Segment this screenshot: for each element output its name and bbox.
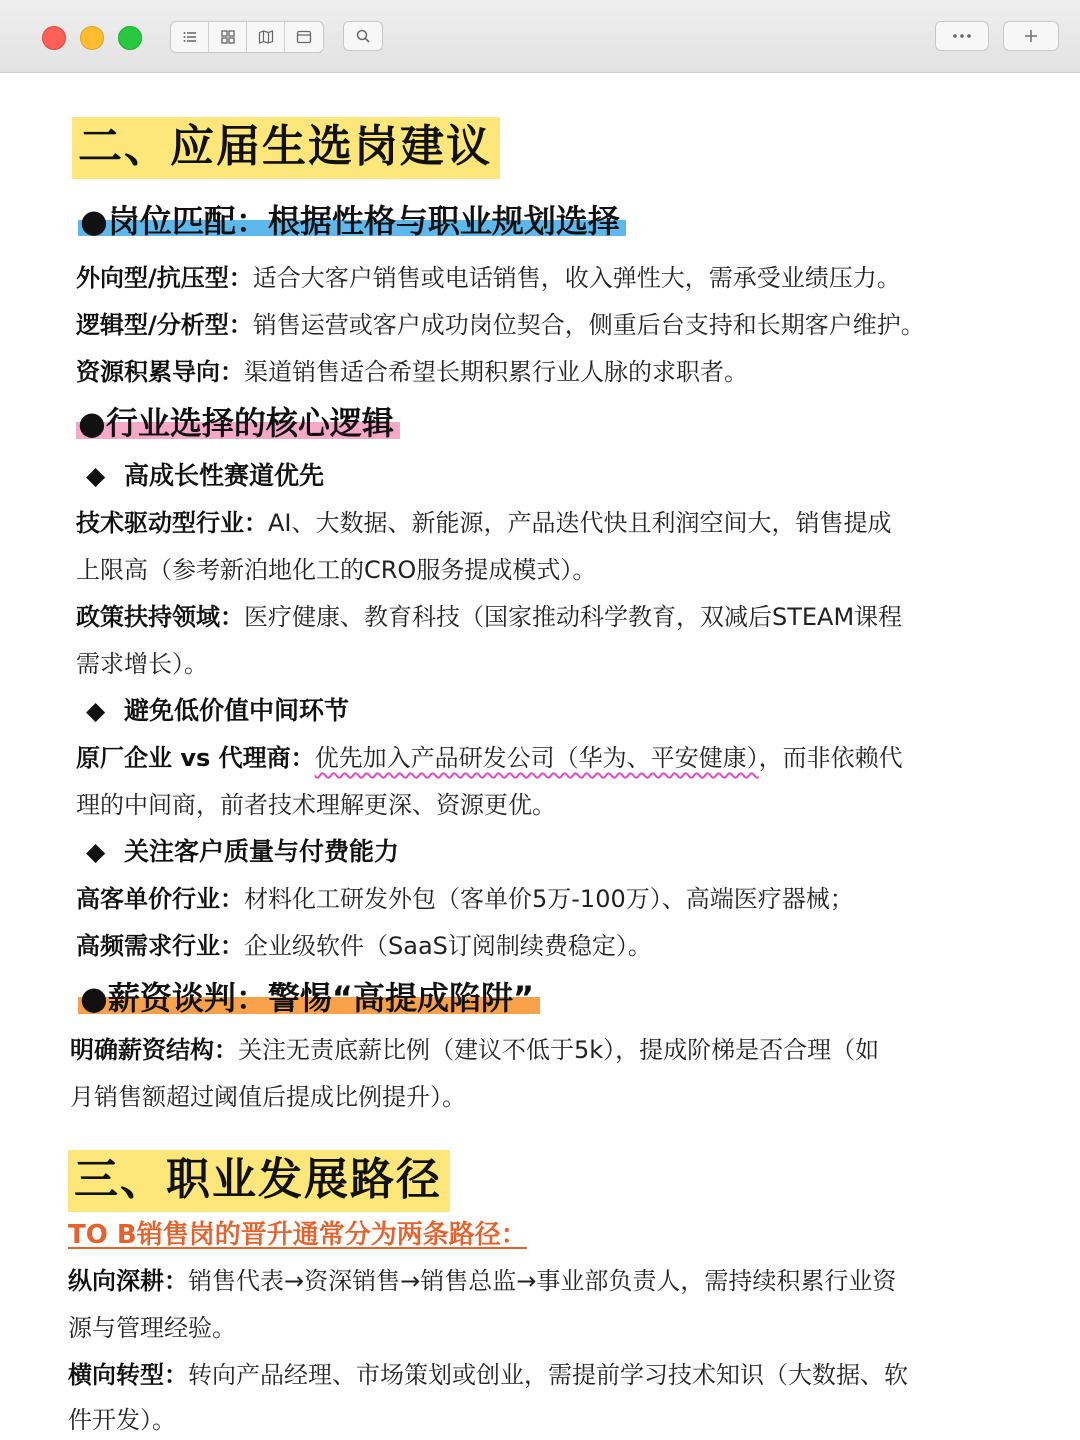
item-text: 材料化工研发外包（客单价5万-100万）、高端医疗器械； <box>244 885 854 913</box>
subheading-job-match: ●岗位匹配：根据性格与职业规划选择 <box>78 201 626 241</box>
more-button[interactable] <box>935 21 989 51</box>
item-text: 渠道销售适合希望长期积累行业人脉的求职者。 <box>244 358 748 386</box>
list-item <box>76 262 901 294</box>
paragraph-line: 源与管理经验。 <box>68 1314 236 1342</box>
add-button[interactable] <box>1003 21 1059 51</box>
item-text: 转向产品经理、市场策划或创业，需提前学习技术知识（大数据、软 <box>188 1361 908 1389</box>
window-toolbar <box>0 0 1080 73</box>
plus-icon <box>1023 28 1039 44</box>
view-mode-group <box>170 21 324 53</box>
section-title-2: 二、应届生选岗建议 <box>72 117 500 179</box>
list-view-button[interactable] <box>171 22 209 52</box>
item-text: 关注无责底薪比例（建议不低于5k），提成阶梯是否合理（如 <box>238 1036 880 1064</box>
bullet-heading <box>86 460 324 492</box>
bullet-text: 关注客户质量与付费能力 <box>124 837 400 866</box>
search-icon <box>355 28 371 44</box>
search-button[interactable] <box>343 21 383 51</box>
list-item <box>76 356 748 388</box>
item-text: 适合大客户销售或电话销售，收入弹性大，需承受业绩压力。 <box>252 264 901 292</box>
diamond-bullet-icon: ◆ <box>86 461 106 490</box>
bullet-text: 避免低价值中间环节 <box>124 696 350 725</box>
paragraph-line <box>68 1359 908 1391</box>
paragraph-line: 理的中间商，前者技术理解更深、资源更优。 <box>76 791 556 819</box>
window-view-button[interactable] <box>285 22 323 52</box>
paragraph-line <box>76 601 902 633</box>
item-text: 企业级软件（SaaS订阅制续费稳定）。 <box>244 932 652 960</box>
item-label: 政策扶持领域： <box>76 603 244 631</box>
zoom-window-button[interactable] <box>118 26 142 50</box>
item-label: 明确薪资结构： <box>70 1036 238 1064</box>
paragraph-line <box>76 930 652 962</box>
paragraph-line: 需求增长）。 <box>76 650 208 678</box>
paragraph-line <box>76 883 854 915</box>
paragraph-line: 上限高（参考新泊地化工的CRO服务提成模式）。 <box>76 556 597 584</box>
paragraph-line <box>76 507 892 539</box>
item-text: 医疗健康、教育科技（国家推动科学教育，双减后STEAM课程 <box>244 603 903 631</box>
item-label: 外向型/抗压型： <box>76 264 253 292</box>
section-subtitle: TO B销售岗的晋升通常分为两条路径： <box>68 1220 527 1250</box>
paragraph-line <box>76 742 903 774</box>
diamond-bullet-icon: ◆ <box>86 837 106 866</box>
grid-icon <box>220 29 236 45</box>
item-text: 销售运营或客户成功岗位契合，侧重后台支持和长期客户维护。 <box>252 311 925 339</box>
item-label: 高客单价行业： <box>76 885 244 913</box>
item-label: 高频需求行业： <box>76 932 244 960</box>
item-text: AI、大数据、新能源，产品迭代快且利润空间大，销售提成 <box>268 509 892 537</box>
map-view-button[interactable] <box>247 22 285 52</box>
grid-view-button[interactable] <box>209 22 247 52</box>
paragraph-line <box>70 1034 879 1066</box>
minimize-window-button[interactable] <box>80 26 104 50</box>
diamond-bullet-icon: ◆ <box>86 696 106 725</box>
window-icon <box>296 29 312 45</box>
bullet-heading <box>86 836 399 868</box>
bullet-heading <box>86 695 349 727</box>
list-item <box>76 309 925 341</box>
paragraph-line <box>68 1265 896 1297</box>
item-label: 逻辑型/分析型： <box>76 311 253 339</box>
item-label: 原厂企业 vs 代理商： <box>76 744 315 772</box>
map-icon <box>258 29 274 45</box>
ellipsis-icon <box>952 33 972 39</box>
spellcheck-underlined-text: 优先加入产品研发公司（华为、平安健康） <box>314 744 759 772</box>
item-text: ，而非依赖代 <box>758 744 903 772</box>
item-label: 横向转型： <box>68 1361 188 1389</box>
subheading-salary-negotiation: ●薪资谈判：警惕“高提成陷阱” <box>78 978 540 1018</box>
item-label: 资源积累导向： <box>76 358 244 386</box>
item-label: 纵向深耕： <box>68 1267 188 1295</box>
bullet-text: 高成长性赛道优先 <box>124 461 325 490</box>
item-text: 销售代表→资深销售→销售总监→事业部负责人，需持续积累行业资 <box>188 1267 897 1295</box>
close-window-button[interactable] <box>42 26 66 50</box>
item-label: 技术驱动型行业： <box>76 509 268 537</box>
paragraph-line: 月销售额超过阈值后提成比例提升）。 <box>70 1083 466 1111</box>
list-icon <box>182 29 198 45</box>
subheading-industry-logic: ●行业选择的核心逻辑 <box>76 403 400 443</box>
paragraph-line: 件开发）。 <box>68 1406 176 1434</box>
section-title-3: 三、职业发展路径 <box>68 1150 450 1212</box>
